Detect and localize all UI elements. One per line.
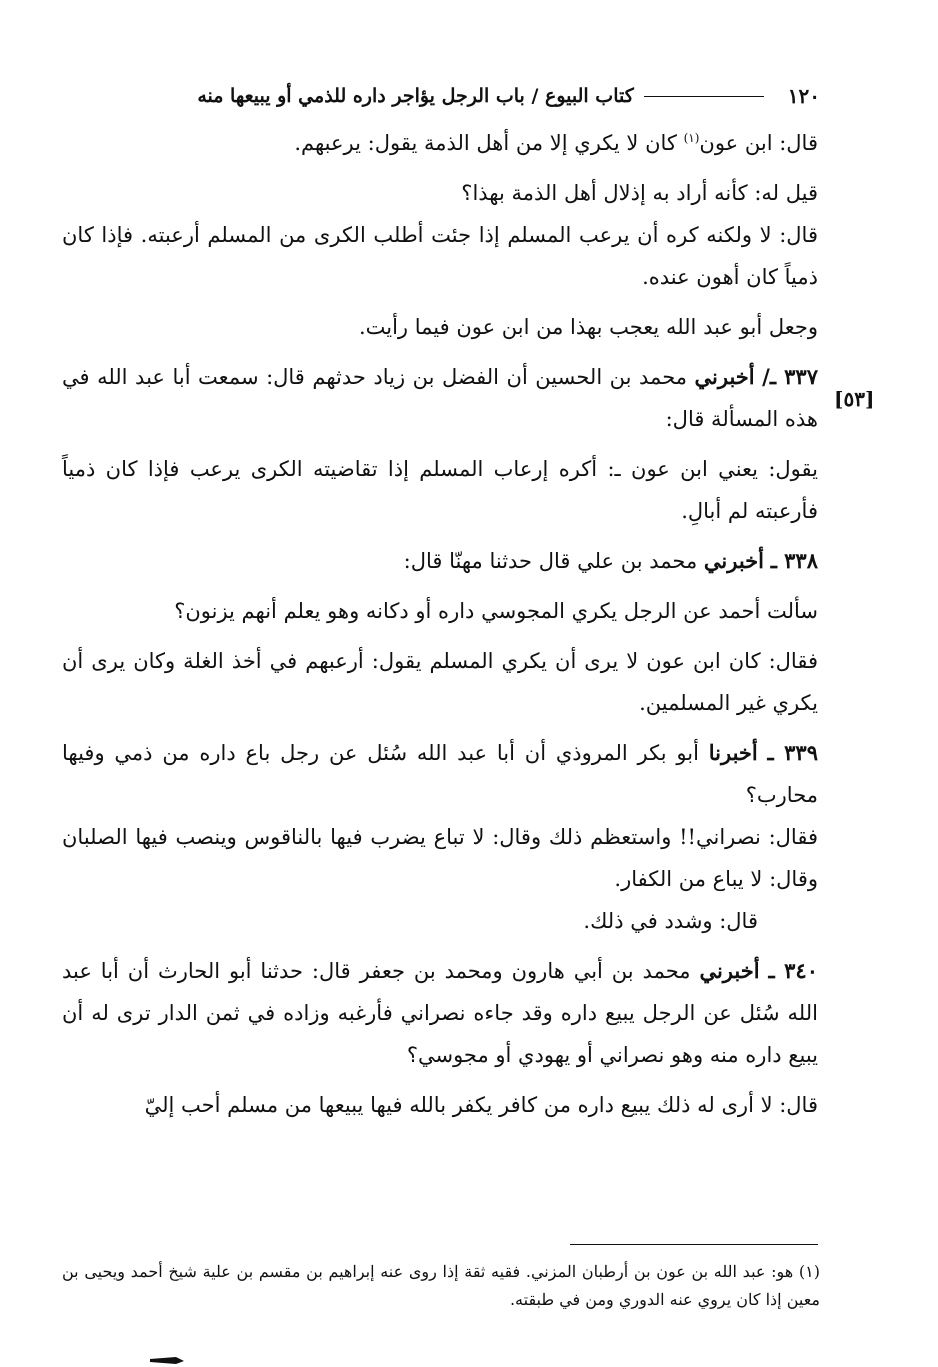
hadith-338 <box>62 540 818 582</box>
hadith-text: أبو بكر المروذي أن أبا عبد الله سُئل عن رجل باع داره من ذمي وفيها محارب؟ <box>62 741 818 807</box>
hadith-340 <box>62 950 818 1076</box>
paragraph-4: وجعل أبو عبد الله يعجب بهذا من ابن عون فيما رأيت. <box>358 315 818 339</box>
paragraph-3: قال: لا ولكنه كره أن يرعب المسلم إذا جئت أطلب الكرى من المسلم أرعبته. فإذا كان ذمياً كان أهون عنده. <box>62 223 818 289</box>
paragraph-1-text-a: قال: ابن عون <box>699 131 818 155</box>
paragraph-9: فقال: كان ابن عون لا يرى أن يكري المسلم يقول: أرعبهم في أخذ الغلة وكان يرى أن يكري غير المسلمين. <box>62 649 818 715</box>
hadith-text: محمد بن علي قال حدثنا مهنّا قال: <box>403 549 704 573</box>
hadith-number: ٣٣٩ ـ <box>767 740 818 765</box>
page-number: ١٢٠ <box>787 84 820 108</box>
header-rule <box>644 96 764 97</box>
hadith-lead: أخبرنا <box>708 740 758 765</box>
hadith-lead: أخبرني <box>703 548 764 573</box>
hadith-337 <box>62 356 818 440</box>
hadith-number: ٣٣٨ ـ <box>770 548 818 573</box>
chapter-title: كتاب البيوع / باب الرجل يؤاجر داره للذمي أو يبيعها منه <box>197 85 634 107</box>
paragraph-1 <box>62 122 818 164</box>
paragraph-11: فقال: نصراني!! واستعظم ذلك وقال: لا تباع يضرب فيها بالناقوس وينصب فيها الصلبان وقال: لا يباع من الكفار. <box>62 825 818 891</box>
hadith-text: محمد بن الحسين أن الفضل بن زياد حدثهم قال: سمعت أبا عبد الله في هذه المسألة قال: <box>62 365 818 431</box>
hadith-number: ٣٣٧ ـ/ <box>762 364 818 389</box>
page-mark-arrow-icon <box>150 1355 184 1365</box>
hadith-lead: أخبرني <box>699 958 760 983</box>
paragraph-14: قال: لا أرى له ذلك يبيع داره من كافر يكفر بالله فيها يبيعها من مسلم أحب إليّ <box>144 1093 818 1117</box>
footnote-rule <box>570 1244 818 1245</box>
paragraph-1-text-b: كان لا يكري إلا من أهل الذمة يقول: يرعبهم. <box>294 131 684 155</box>
hadith-text: محمد بن أبي هارون ومحمد بن جعفر قال: حدثنا أبو الحارث أن أبا عبد الله سُئل عن الرجل يبيع داره وقد جاءه نصراني فأرغبه وزاده في ثمن الدار ترى له أن يبيع داره منه وهو نصراني أو يهودي أو مجوسي؟ <box>62 959 818 1067</box>
footnote: (١) هو: عبد الله بن عون بن أرطبان المزني. فقيه ثقة إذا روى عنه إبراهيم بن مقسم بن علية شيخ أحمد ويحيى بن معين إذا كان يروي عنه الدوري ومن في طبقته. <box>62 1262 820 1309</box>
hadith-339 <box>62 732 818 816</box>
margin-reference: [٥٣] <box>834 387 875 411</box>
running-header <box>60 78 820 114</box>
paragraph-6: يقول: يعني ابن عون ـ: أكره إرعاب المسلم إذا تقاضيته الكرى يرعب فإذا كان ذمياً فأرعبته لم أبالِ. <box>62 457 818 523</box>
paragraph-2: قيل له: كأنه أراد به إذلال أهل الذمة بهذا؟ <box>461 181 818 205</box>
hadith-lead: أخبرني <box>694 364 755 389</box>
paragraph-8: سألت أحمد عن الرجل يكري المجوسي داره أو دكانه وهو يعلم أنهم يزنون؟ <box>174 599 818 623</box>
hadith-number: ٣٤٠ ـ <box>768 958 818 983</box>
paragraph-12: قال: وشدد في ذلك. <box>583 909 758 933</box>
main-text <box>62 122 818 1134</box>
footnote-marker: (١) <box>683 131 700 145</box>
